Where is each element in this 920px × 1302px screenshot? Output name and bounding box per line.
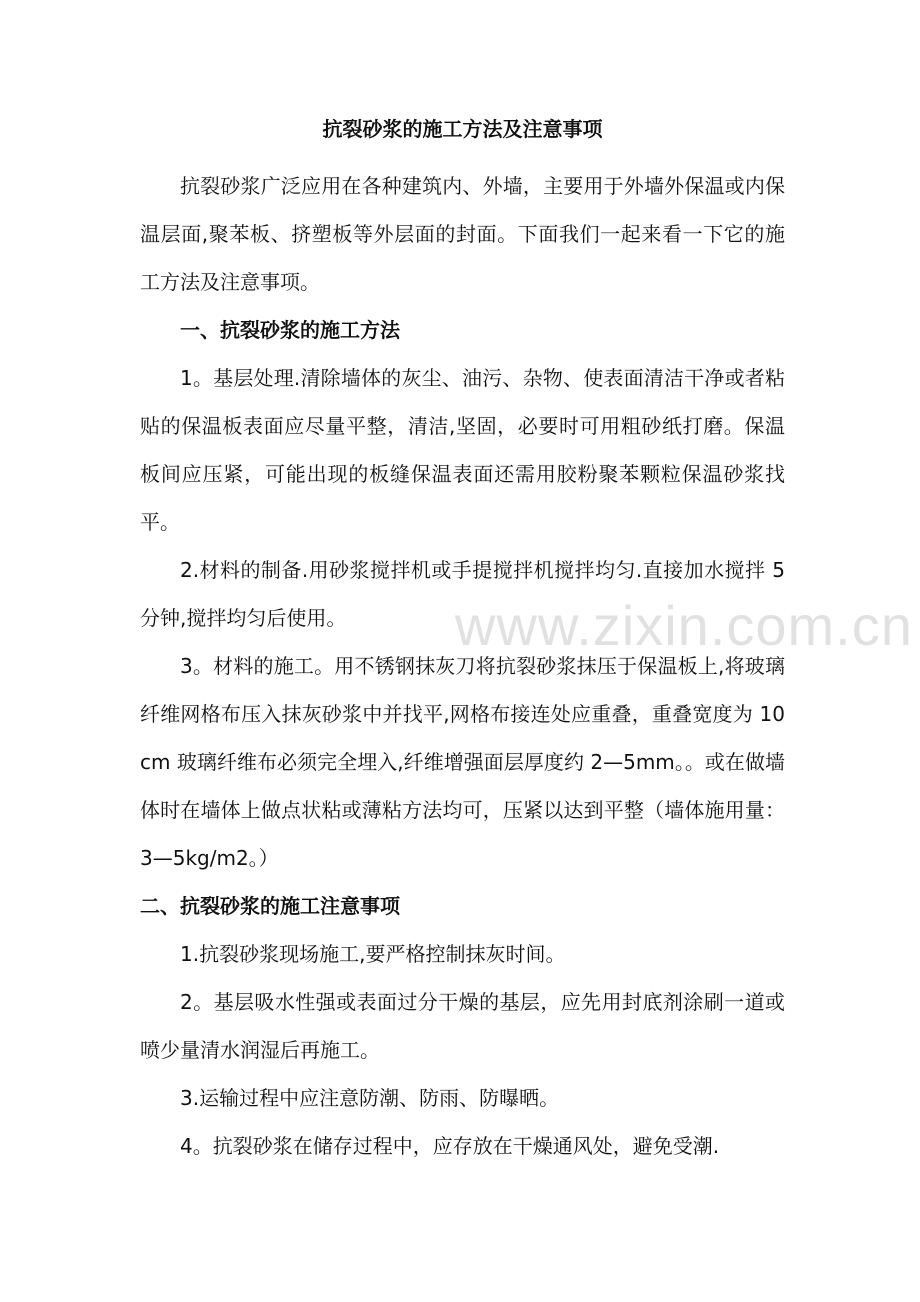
- section-1-item-2: 2.材料的制备.用砂浆搅拌机或手提搅拌机搅拌均匀.直接加水搅拌 5 分钟,搅拌均匀后使用。: [140, 558, 785, 630]
- section-2-item-2: 2。基层吸水性强或表面过分干燥的基层，应先用封底剂涂刷一道或喷少量清水润湿后再施工。: [140, 990, 785, 1062]
- section-2-item-1: 1.抗裂砂浆现场施工,要严格控制抹灰时间。: [180, 942, 566, 966]
- document-title: 抗裂砂浆的施工方法及注意事项: [322, 117, 603, 141]
- section-1-item-3: 3。材料的施工。用不锈钢抹灰刀将抗裂砂浆抹压于保温板上,将玻璃纤维网格布压入抹灰砂浆中并找平,网格布接连处应重叠，重叠宽度为 10cm 玻璃纤维布必须完全埋入,纤维增强面层厚度约 2—5mm。。或在做墙体时在墙体上做点状粘或薄粘方法均可，压紧以达到平整（墙体施用量：3—5kg/m2。）: [140, 654, 785, 870]
- document-body: [140, 116, 785, 1170]
- watermark-text: www.zixin.com.cn: [455, 594, 913, 657]
- section-2-item-3: 3.运输过程中应注意防潮、防雨、防曝晒。: [180, 1086, 560, 1110]
- section-2-heading: 二、抗裂砂浆的施工注意事项: [140, 894, 400, 918]
- section-1-item-1: 1。基层处理.清除墙体的灰尘、油污、杂物、使表面清洁干净或者粘贴的保温板表面应尽量平整，清洁,坚固，必要时可用粗砂纸打磨。保温板间应压紧，可能出现的板缝保温表面还需用胶粉聚苯颗粒保温砂浆找平。: [140, 366, 785, 534]
- intro-paragraph: 抗裂砂浆广泛应用在各种建筑内、外墙，主要用于外墙外保温或内保温层面,聚苯板、挤塑板等外层面的封面。下面我们一起来看一下它的施工方法及注意事项。: [140, 174, 785, 294]
- section-2-item-4: 4。抗裂砂浆在储存过程中，应存放在干燥通风处，避免受潮.: [180, 1134, 720, 1158]
- section-1-heading: 一、抗裂砂浆的施工方法: [180, 318, 400, 342]
